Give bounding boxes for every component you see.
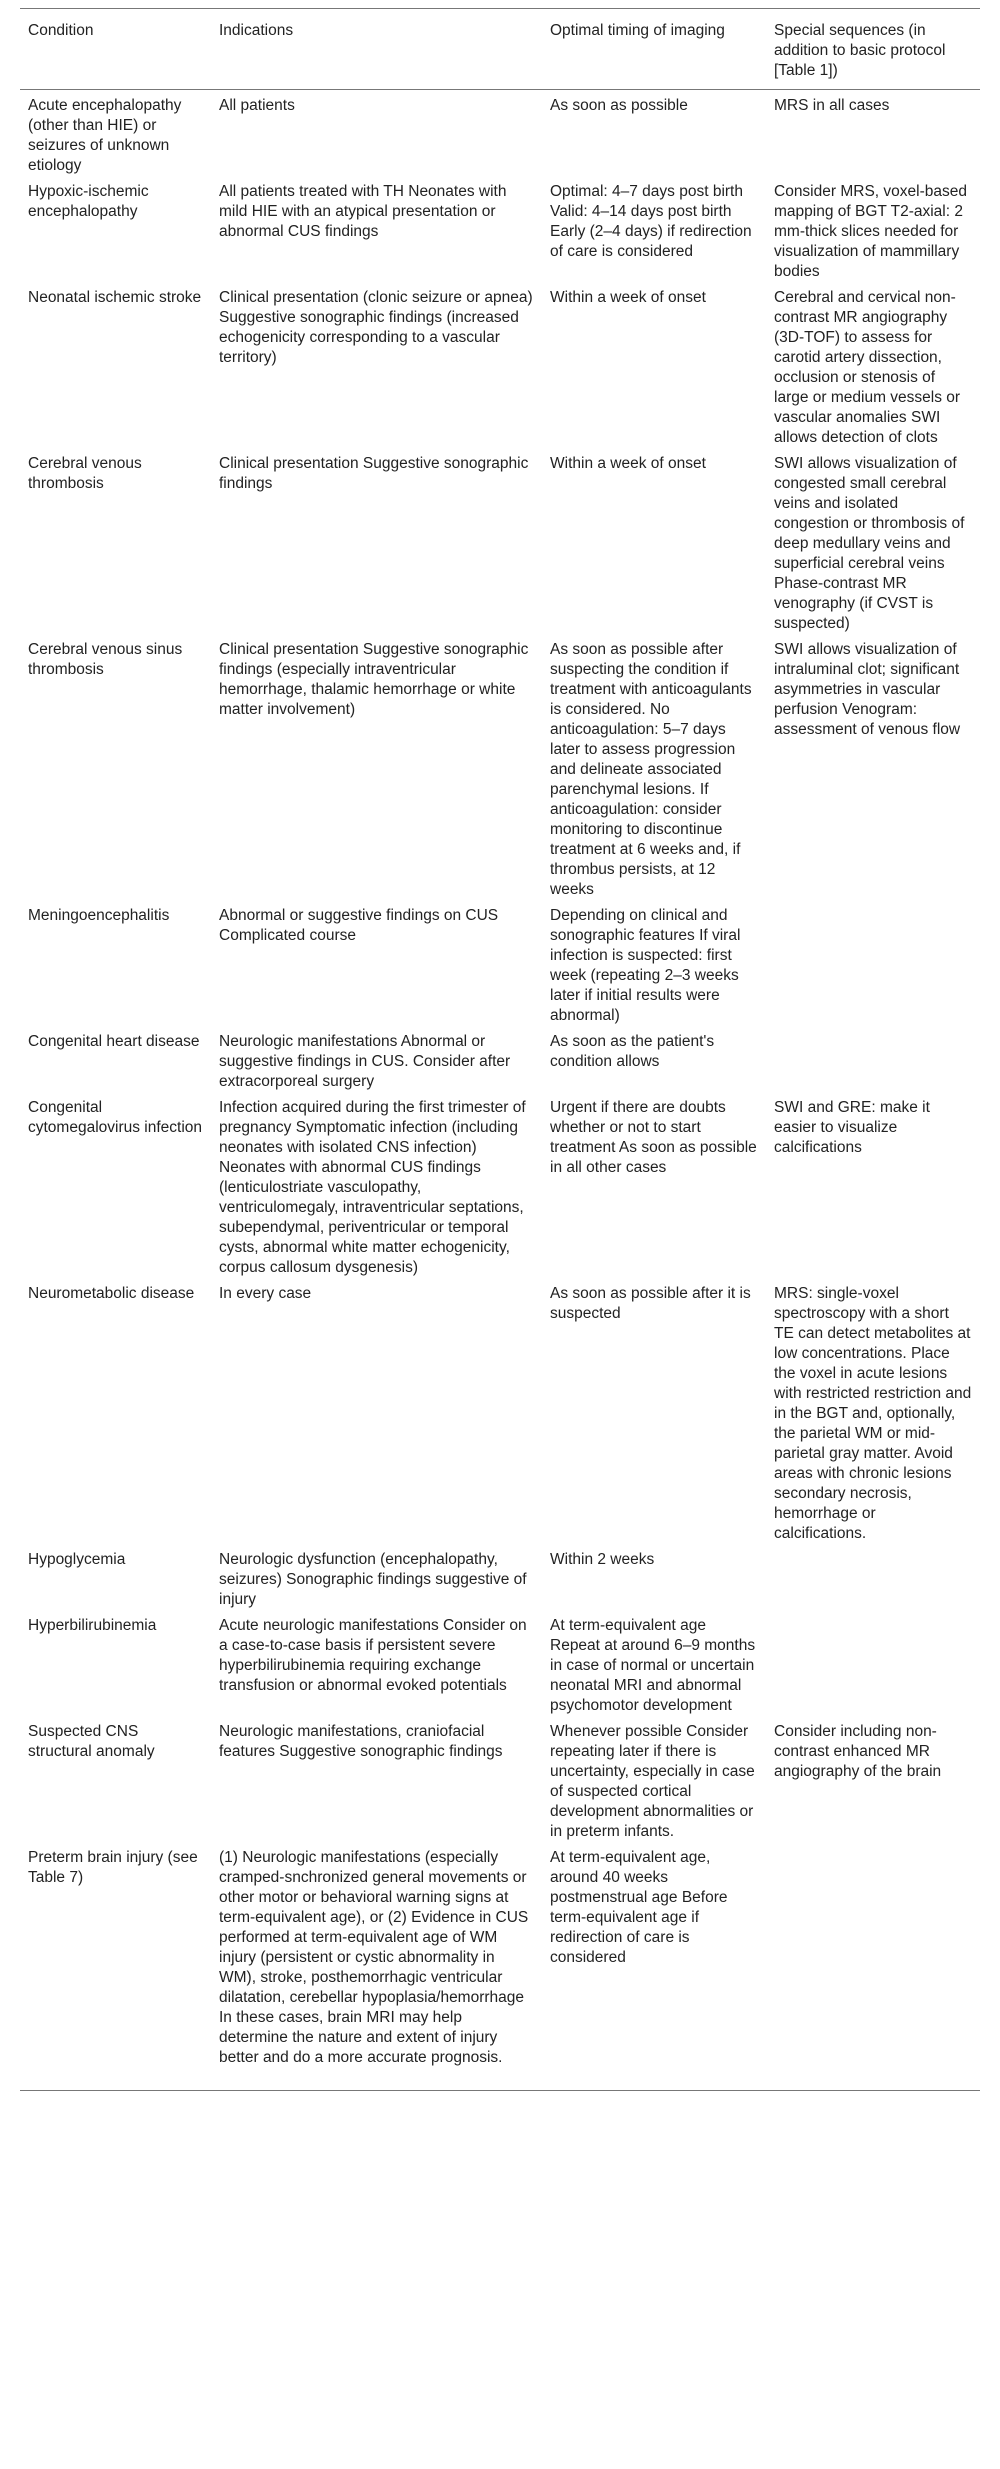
indications-cell: Neurologic dysfunction (encephalopathy, seizures) Sonographic findings suggestive of injury <box>219 1551 527 1608</box>
table-row <box>20 282 980 448</box>
condition-cell: Hypoxic-ischemic encephalopathy <box>28 183 149 220</box>
table-row <box>20 1026 980 1092</box>
header-condition: Condition <box>20 9 211 90</box>
condition-cell: Cerebral venous sinus thrombosis <box>28 641 183 678</box>
table-row <box>20 1716 980 1842</box>
condition-cell: Neurometabolic disease <box>28 1285 195 1302</box>
indications-cell: Infection acquired during the first trimester of pregnancy Symptomatic infection (including neonates with isolated CNS infection) Neonates with abnormal CUS findings (lenticulostriate vasculopathy, ventriculomegaly, intraventricular septations, subependymal, periventricular or temporal cysts, abnormal white matter echogenicity, corpus callosum dysgenesis) <box>219 1099 526 1276</box>
header-special-sequences: Special sequences (in addition to basic protocol [Table 1]) <box>766 9 980 90</box>
condition-cell: Meningoencephalitis <box>28 907 170 924</box>
table-row <box>20 900 980 1026</box>
condition-cell: Neonatal ischemic stroke <box>28 289 202 306</box>
timing-cell: Within a week of onset <box>550 455 706 472</box>
indications-cell: All patients treated with TH Neonates with mild HIE with an atypical presentation or abnormal CUS findings <box>219 183 507 240</box>
timing-cell: As soon as possible <box>550 97 688 114</box>
indications-cell: (1) Neurologic manifestations (especially cramped-snchronized general movements or other motor or behavioral warning signs at term-equivalent age), or (2) Evidence in CUS performed at term-equivalent age of WM injury (persistent or cystic abnormality in WM), stroke, posthemorrhagic ventricular dilatation, cerebellar hypoplasia/hemorrhage In these cases, brain MRI may help determine the nature and extent of injury better and do a more accurate prognosis. <box>211 1842 542 2091</box>
sequences-cell <box>766 1610 980 1716</box>
sequences-cell: MRS in all cases <box>774 97 890 114</box>
timing-cell: Optimal: 4–7 days post birth Valid: 4–14 days post birth Early (2–4 days) if redirection of care is considered <box>550 183 752 260</box>
timing-cell: Whenever possible Consider repeating later if there is uncertainty, especially in case of suspected cortical development abnormalities or in preterm infants. <box>550 1723 755 1840</box>
indications-cell: Neurologic manifestations, craniofacial features Suggestive sonographic findings <box>219 1723 503 1760</box>
indications-cell: Abnormal or suggestive findings on CUS Complicated course <box>219 907 499 944</box>
condition-cell: Suspected CNS structural anomaly <box>28 1723 155 1760</box>
table-row <box>20 90 980 177</box>
condition-cell: Cerebral venous thrombosis <box>28 455 142 492</box>
sequences-cell <box>766 1544 980 1610</box>
indications-cell: In every case <box>219 1285 312 1302</box>
sequences-cell: MRS: single-voxel spectroscopy with a short TE can detect metabolites at low concentrations. Place the voxel in acute lesions with restricted restriction and in the BGT and, optionally, the parietal WM or mid-parietal gray matter. Avoid areas with chronic lesions secondary necrosis, hemorrhage or calcifications. <box>774 1285 972 1542</box>
condition-cell: Hypoglycemia <box>28 1551 126 1568</box>
sequences-cell: Consider MRS, voxel-based mapping of BGT T2-axial: 2 mm-thick slices needed for visualization of mammillary bodies <box>774 183 967 280</box>
table-row <box>20 1842 980 2091</box>
table-row <box>20 1278 980 1544</box>
timing-cell: At term-equivalent age, around 40 weeks postmenstrual age Before term-equivalent age if redirection of care is considered <box>542 1842 766 2091</box>
sequences-cell: SWI and GRE: make it easier to visualize calcifications <box>774 1099 930 1156</box>
sequences-cell: SWI allows visualization of congested small cerebral veins and isolated congestion or thrombosis of deep medullary veins and superficial cerebral veins Phase-contrast MR venography (if CVST is suspected) <box>774 455 965 632</box>
header-indications: Indications <box>211 9 542 90</box>
timing-cell: At term-equivalent age Repeat at around 6–9 months in case of normal or uncertain neonatal MRI and abnormal psychomotor development <box>550 1617 756 1714</box>
timing-cell: Within a week of onset <box>550 289 706 306</box>
table-row <box>20 448 980 634</box>
timing-cell: As soon as possible after it is suspected <box>550 1285 751 1322</box>
sequences-cell: SWI allows visualization of intraluminal clot; significant asymmetries in vascular perfusion Venogram: assessment of venous flow <box>774 641 961 738</box>
indications-cell: Clinical presentation (clonic seizure or apnea) Suggestive sonographic findings (increased echogenicity corresponding to a vascular territory) <box>219 289 533 366</box>
sequences-cell: Cerebral and cervical non-contrast MR angiography (3D-TOF) to assess for carotid artery dissection, occlusion or stenosis of large or medium vessels or vascular anomalies SWI allows detection of clots <box>774 289 961 446</box>
condition-cell: Preterm brain injury (see Table 7) <box>20 1842 211 2091</box>
indications-cell: Neurologic manifestations Abnormal or suggestive findings in CUS. Consider after extracorporeal surgery <box>219 1033 511 1090</box>
table-row <box>20 1544 980 1610</box>
table-header-row <box>20 9 980 90</box>
indications-cell: All patients <box>219 97 295 114</box>
table-body <box>20 90 980 2091</box>
sequences-cell <box>766 1026 980 1092</box>
timing-cell: As soon as the patient's condition allows <box>550 1033 715 1070</box>
timing-cell: Depending on clinical and sonographic features If viral infection is suspected: first week (repeating 2–3 weeks later if initial results were abnormal) <box>550 907 741 1024</box>
condition-cell: Congenital heart disease <box>28 1033 200 1050</box>
indications-cell: Acute neurologic manifestations Consider on a case-to-case basis if persistent severe hyperbilirubinemia requiring exchange transfusion or abnormal evoked potentials <box>219 1617 527 1694</box>
table-row <box>20 1092 980 1278</box>
sequences-cell <box>766 900 980 1026</box>
table-row <box>20 176 980 282</box>
sequences-cell: Consider including non-contrast enhanced MR angiography of the brain <box>774 1723 942 1780</box>
table-row <box>20 1610 980 1716</box>
condition-cell: Acute encephalopathy (other than HIE) or seizures of unknown etiology <box>28 97 182 174</box>
header-optimal-timing: Optimal timing of imaging <box>542 9 766 90</box>
timing-cell: Urgent if there are doubts whether or not to start treatment As soon as possible in all other cases <box>550 1099 757 1176</box>
table-row <box>20 634 980 900</box>
sequences-cell <box>766 1842 980 2091</box>
condition-cell: Congenital cytomegalovirus infection <box>28 1099 203 1136</box>
indications-cell: Clinical presentation Suggestive sonographic findings (especially intraventricular hemorrhage, thalamic hemorrhage or white matter involvement) <box>219 641 529 718</box>
timing-cell: Within 2 weeks <box>550 1551 655 1568</box>
imaging-indications-table <box>20 8 980 2091</box>
condition-cell: Hyperbilirubinemia <box>28 1617 157 1634</box>
timing-cell: As soon as possible after suspecting the condition if treatment with anticoagulants is considered. No anticoagulation: 5–7 days later to assess progression and delineate associated parenchymal lesions. If anticoagulation: consider monitoring to discontinue treatment at 6 weeks and, if thrombus persists, at 12 weeks <box>550 641 752 898</box>
indications-cell: Clinical presentation Suggestive sonographic findings <box>219 455 529 492</box>
